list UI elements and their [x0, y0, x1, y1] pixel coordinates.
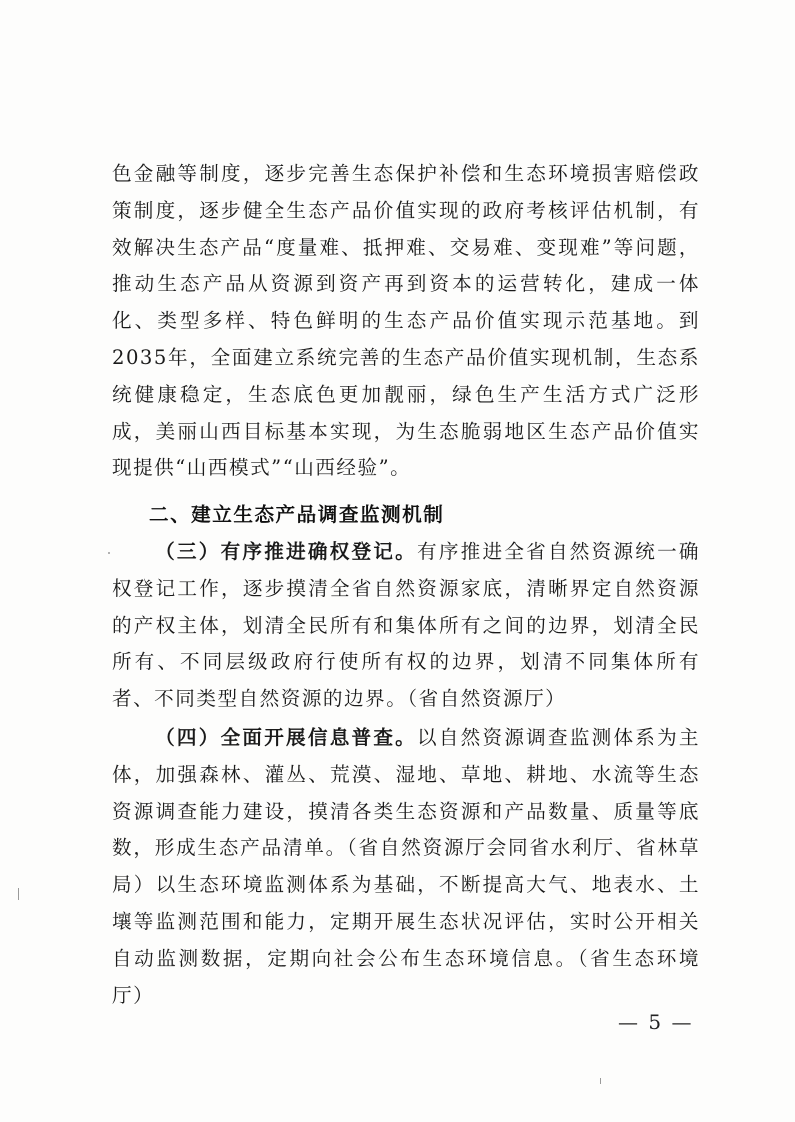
item-3-title: （三）有序推进确权登记。: [155, 540, 418, 563]
scan-speck: [18, 888, 19, 900]
item-4-title: （四）全面开展信息普查。: [155, 726, 418, 749]
section-heading: 二、建立生态产品调查监测机制: [149, 503, 445, 526]
scan-speck: [108, 552, 110, 554]
paragraph-continuation: [112, 156, 700, 487]
page-number: — 5 —: [618, 1010, 694, 1034]
item-4-paragraph: [112, 720, 700, 1014]
item-4-body: 以自然资源调查监测体系为主体，加强森林、灌丛、荒漠、湿地、草地、耕地、水流等生态资源调查能力建设，摸清各类生态资源和产品数量、质量等底数，形成生态产品清单。（省自然资源厅会同省水利厅、省林草局）以生态环境监测体系为基础，不断提高大气、地表水、土壤等监测范围和能力，定期开展生态状况评估，实时公开相关自动监测数据，定期向社会公布生态环境信息。（省生态环境厅）: [112, 726, 701, 1007]
item-3-body: 有序推进全省自然资源统一确权登记工作，逐步摸清全省自然资源家底，清晰界定自然资源的产权主体，划清全民所有和集体所有之间的边界，划清全民所有、不同层级政府行使所有权的边界，划清不同集体所有者、不同类型自然资源的边界。（省自然资源厅）: [112, 540, 701, 711]
scan-speck: [600, 1078, 601, 1084]
paragraph-text: 色金融等制度，逐步完善生态保护补偿和生态环境损害赔偿政策制度，逐步健全生态产品价值实现的政府考核评估机制，有效解决生态产品“度量难、抵押难、交易难、变现难”等问题，推动生态产品从资源到资产再到资本的运营转化，建成一体化、类型多样、特色鲜明的生态产品价值实现示范基地。到2035年，全面建立系统完善的生态产品价值实现机制，生态系统健康稳定，生态底色更加靓丽，绿色生产生活方式广泛形成，美丽山西目标基本实现，为生态脆弱地区生态产品价值实现提供“山西模式”“山西经验”。: [112, 162, 700, 480]
item-3-paragraph: [112, 534, 700, 718]
